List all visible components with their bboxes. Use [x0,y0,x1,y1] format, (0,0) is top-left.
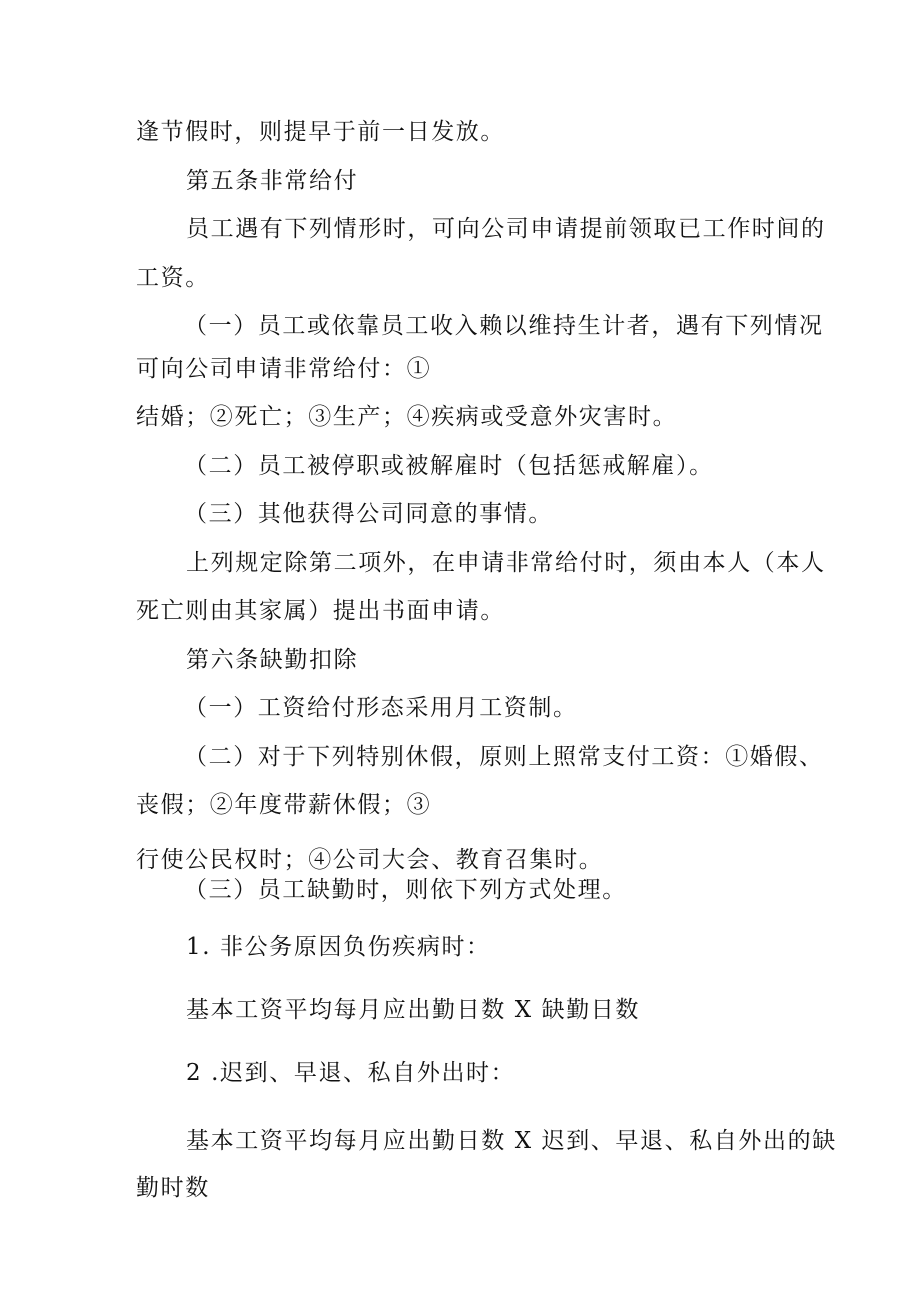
text-line: 勤时数 [136,1175,210,1201]
text-line: 逢节假时，则提早于前一日发放。 [136,119,505,145]
text-line: （三）其他获得公司同意的事情。 [184,501,553,527]
text-line: 2 .迟到、早退、私自外出时： [186,1060,516,1086]
text-line: 1. 非公务原因负伤疾病时： [186,934,491,960]
text-line: （二）员工被停职或被解雇时（包括惩戒解雇）。 [184,453,714,479]
text-line: 行使公民权时；④公司大会、教育召集时。 [136,847,604,873]
text-line: （二）对于下列特别休假，原则上照常支付工资：①婚假、 [184,744,824,770]
section-heading: 第六条缺勤扣除 [186,647,359,673]
text-line: 工资。 [136,265,210,291]
section-heading: 第五条非常给付 [186,168,359,194]
text-line: 结婚；②死亡；③生产；④疾病或受意外灾害时。 [136,404,678,430]
text-line: 上列规定除第二项外，在申请非常给付时，须由本人（本人 [186,550,826,576]
text-line: （一）工资给付形态采用月工资制。 [184,695,578,721]
text-line: 员工遇有下列情形时，可向公司申请提前领取已工作时间的 [186,216,826,242]
text-line: （一）员工或依靠员工收入赖以维持生计者，遇有下列情况 [184,313,824,339]
text-line: 可向公司申请非常给付：① [136,356,432,382]
formula-line: 基本工资平均每月应出勤日数 X 迟到、早退、私自外出的缺 [186,1128,837,1154]
text-line: 死亡则由其家属）提出书面申请。 [136,598,505,624]
text-line: 丧假；②年度带薪休假；③ [136,792,432,818]
text-line: （三）员工缺勤时，则依下列方式处理。 [184,877,627,903]
formula-line: 基本工资平均每月应出勤日数 X 缺勤日数 [186,997,640,1023]
